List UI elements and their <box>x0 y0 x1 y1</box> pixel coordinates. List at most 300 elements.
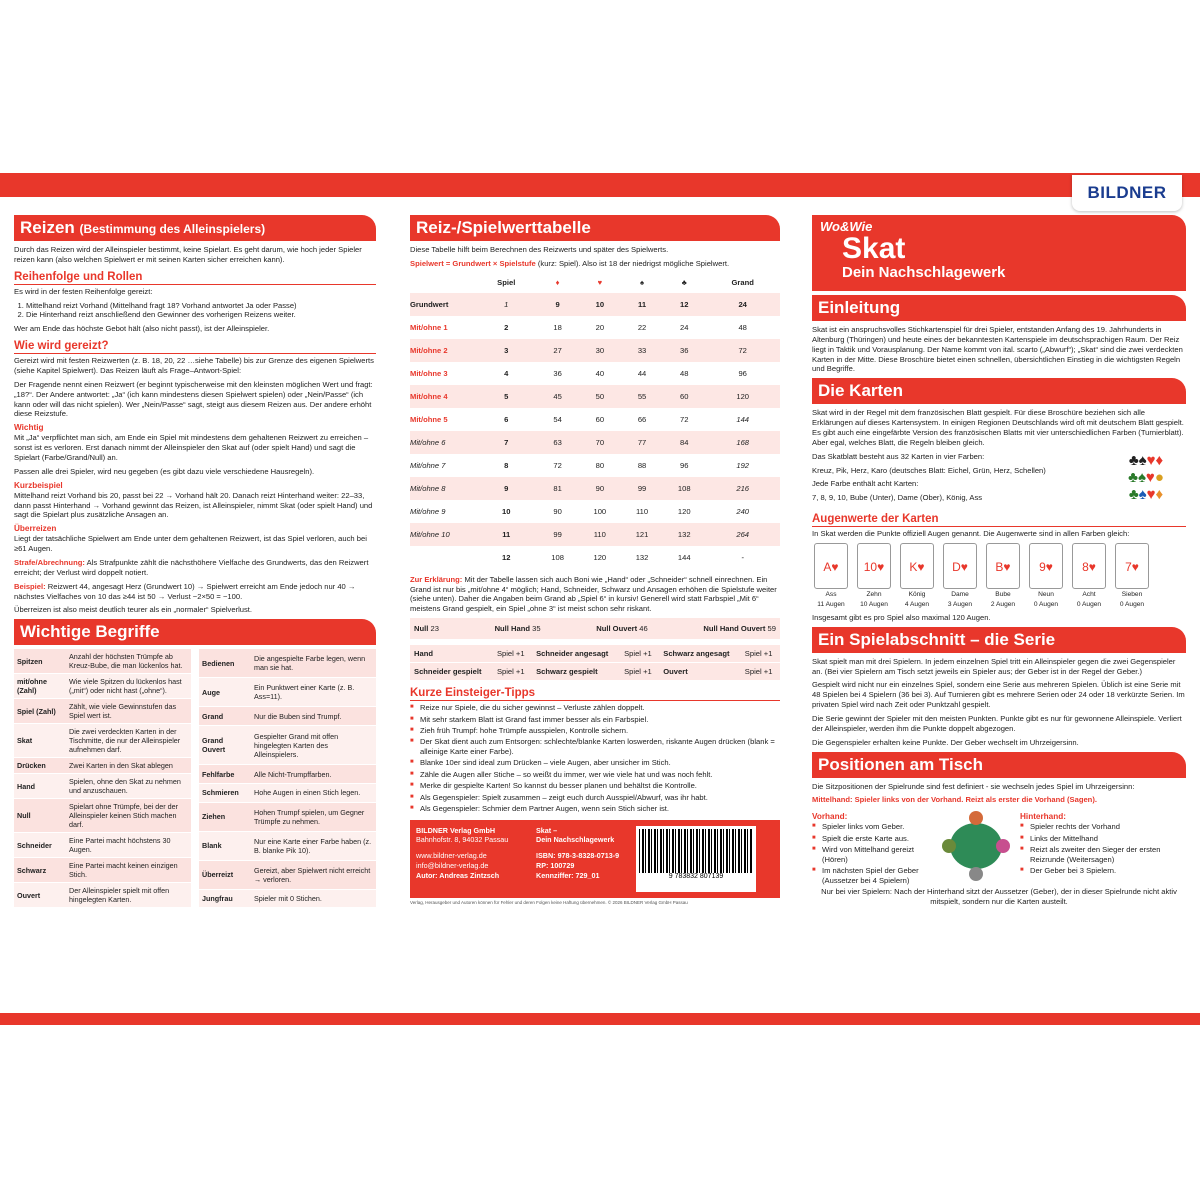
section-title-serie: Ein Spielabschnitt – die Serie <box>812 627 1186 653</box>
ueber-text: Liegt der tatsächliche Spielwert am Ende unter dem gehaltenen Reizwert, ist das Spiel verloren, auch bei ≥61 Augen. <box>14 534 367 554</box>
definition-cell: Gereizt, aber Spielwert nicht erreicht → verloren. <box>251 860 376 889</box>
table-cell: 90 <box>579 477 621 500</box>
pos-mittel: Mittelhand: Spieler links von der Vorhand. Reizt als erster die Vorhand (Sagen). <box>812 795 1097 805</box>
card-face: A♥ <box>814 543 848 589</box>
wichtig-end: Passen alle drei Spieler, wird neu gegeben (es gibt dazu viele verschiedene Hausregeln). <box>14 466 315 476</box>
bonus-label: Hand <box>410 645 493 663</box>
card-points: 0 Augen <box>1033 600 1059 608</box>
serie-p2: Gespielt wird nicht nur ein einzelnes Spiel, sondern eine Serie aus mehreren Spielen. Üblich ist eine Serie mit 48 Spielen bei 4 Spielern (36 bei 3). Auf Turnieren gibt es mehrere Serien oder 24 oder 18 verkürzte Serien. Im privaten Spiel wird nach Zeit oder Punktzahl gespielt. <box>812 680 1185 710</box>
imprint-line: Dein Nachschlagewerk <box>536 835 615 845</box>
null-value: 59 <box>767 624 776 634</box>
beispiel-text: Reizwert 44, angesagt Herz (Grundwert 10) → Spielwert erreicht am Ende jedoch nur 40 → nächstes Vielfaches von 10 das ≥44 ist 50 → Verlust −2×50 = −100. <box>14 581 356 601</box>
playing-card <box>812 543 850 609</box>
table-cell: Mit/ohne 2 <box>410 339 476 362</box>
wichtig-heading: Wichtig <box>14 423 44 433</box>
table-cell: 120 <box>677 506 691 516</box>
card-points: 3 Augen <box>947 600 973 608</box>
table-cell: 10 <box>502 506 511 516</box>
table-cell: 33 <box>621 339 663 362</box>
begriffe-table-left <box>14 649 191 908</box>
table-row <box>14 724 191 758</box>
null-value: 23 <box>430 624 439 634</box>
definition-cell: Hohen Trumpf spielen, um Gegner Trümpfe zu nehmen. <box>251 802 376 831</box>
bonus-value: Spiel +1 <box>493 645 532 663</box>
column-reizen <box>14 215 376 1011</box>
definition-cell: Nur die Buben sind Trumpf. <box>251 707 376 726</box>
definition-cell: Ein Punktwert einer Karte (z. B. Ass=11). <box>251 678 376 707</box>
list-item: ■ Im nächsten Spiel der Geber (Aussetzer bei 4 Spielern) <box>812 866 932 886</box>
imprint-box <box>410 820 780 898</box>
term-cell: Grand Ouvert <box>199 725 251 765</box>
bonus-value: Spiel +1 <box>493 663 532 681</box>
card-face: K♥ <box>900 543 934 589</box>
table-cell: - <box>741 552 744 562</box>
table-cell: 72 <box>553 460 562 470</box>
heart-icon: ♥ <box>1146 451 1156 469</box>
erkl-label: Zur Erklärung: <box>410 574 463 584</box>
table-cell: 12 <box>663 293 705 316</box>
table-cell: 216 <box>705 477 780 500</box>
table-row <box>410 477 780 500</box>
card-face: 9♥ <box>1029 543 1063 589</box>
table-row <box>410 316 780 339</box>
header-row <box>410 273 780 293</box>
table-cell: 90 <box>553 506 562 516</box>
table-row <box>410 385 780 408</box>
heart-icon: ♥ <box>1145 468 1155 486</box>
table-cell: 120 <box>705 385 780 408</box>
table-row <box>199 783 376 802</box>
definition-cell: Zwei Karten in den Skat ablegen <box>66 758 191 774</box>
table-row <box>14 699 191 724</box>
barcode <box>636 826 756 892</box>
table-cell: 264 <box>705 523 780 546</box>
heart-icon: ♥ <box>1146 486 1156 504</box>
vorhand-list <box>812 822 932 886</box>
title-sub: (Bestimmung des Alleinspielers) <box>79 222 266 236</box>
header-cell: ♥ <box>597 278 603 288</box>
header-cell: Spiel <box>497 278 516 288</box>
list-item: ■ Zähle die Augen aller Stiche – so weißt du immer, wer wie viele hat und was noch fehlt. <box>410 770 780 780</box>
ueber-heading: Überreizen <box>14 524 57 534</box>
table-cell: 45 <box>537 385 579 408</box>
null-label: Null Hand Ouvert <box>703 624 766 634</box>
null-label: Null <box>414 624 429 634</box>
strafe-para <box>14 558 376 578</box>
bottom-red-band <box>0 1013 1200 1025</box>
card-name: Ass <box>825 591 837 599</box>
table-cell: 121 <box>621 523 663 546</box>
null-label: Null Ouvert <box>596 624 638 634</box>
table-cell: Mit/ohne 8 <box>410 477 476 500</box>
table-cell: 9 <box>537 293 579 316</box>
hinterhand-list <box>1020 822 1186 876</box>
term-cell: Blank <box>199 831 251 860</box>
reihenfolge-end: Wer am Ende das höchste Gebot hält (also nicht passt), ist der Alleinspieler. <box>14 324 270 334</box>
bonus-value: Spiel +1 <box>741 645 780 663</box>
table-row <box>199 678 376 707</box>
definition-cell: Eine Partei macht keinen einzigen Stich. <box>66 858 191 883</box>
card-points: 10 Augen <box>860 600 888 608</box>
card-points: 11 Augen <box>817 600 845 608</box>
table-cell: 110 <box>579 523 621 546</box>
list-item: ■ Reize nur Spiele, die du sicher gewinnst – Verluste zählen doppelt. <box>410 703 780 713</box>
vorhand-heading: Vorhand: <box>812 812 848 822</box>
card-points: 0 Augen <box>1119 600 1145 608</box>
section-title-positionen: Positionen am Tisch <box>812 752 1186 778</box>
tipps-heading: Kurze Einsteiger-Tipps <box>410 687 780 701</box>
table-icon <box>950 823 1002 869</box>
spade-blue-icon: ♠ <box>1138 486 1147 504</box>
table-cell: 110 <box>635 506 649 516</box>
karten-p2: Das Skatblatt besteht aus 32 Karten in vier Farben: <box>812 451 985 461</box>
list-item: ■ Als Gegenspieler: Schmier dem Partner Augen, wenn sein Stich sicher ist. <box>410 804 780 814</box>
table-cell: 88 <box>637 460 647 470</box>
table-row <box>199 802 376 831</box>
table-cell: 60 <box>595 414 605 424</box>
formula-rest: (kurz: Spiel). Also ist 18 der niedrigst mögliche Spielwert. <box>537 258 730 268</box>
tipps-list <box>410 703 780 814</box>
header-cell: Grand <box>731 278 754 288</box>
augen-end: Insgesamt gibt es pro Spiel also maximal 120 Augen. <box>812 612 991 622</box>
bonus-label: Schneider gespielt <box>410 663 493 681</box>
serie-p3: Die Serie gewinnt der Spieler mit den meisten Punkten. Punkte gibt es nur für gewonnene Alleinspiele. Verliert der Alleinspieler, werden ihm die Punkte doppelt abgezogen. <box>812 714 1182 733</box>
table-cell: 22 <box>637 322 647 332</box>
term-cell: Schneider <box>14 833 66 858</box>
table-cell: 2 <box>504 322 509 332</box>
augen-heading: Augenwerte der Karten <box>812 513 1186 527</box>
bonus-label: Ouvert <box>659 663 741 681</box>
card-name: Zehn <box>866 591 882 599</box>
list-item: ■ Spieler rechts der Vorhand <box>1020 822 1186 832</box>
term-cell: Ouvert <box>14 883 66 908</box>
term-cell: Ziehen <box>199 802 251 831</box>
table-cell: 6 <box>504 414 509 424</box>
table-cell: 3 <box>476 339 537 362</box>
section-title-karten: Die Karten <box>812 378 1186 404</box>
definition-cell: Die zwei verdeckten Karten in der Tischmitte, die nur der Alleinspieler aufnehmen darf. <box>66 724 191 758</box>
table-cell: 77 <box>621 431 663 454</box>
table-cell: 18 <box>553 322 562 332</box>
definition-cell: Spieler mit 0 Stichen. <box>251 889 376 908</box>
definition-cell: Die angespielte Farbe legen, wenn man sie hat. <box>251 649 376 677</box>
imprint-line: Skat – <box>536 825 558 835</box>
term-cell: Null <box>14 799 66 833</box>
table-cell: 9 <box>476 477 537 500</box>
table-cell: 81 <box>537 477 579 500</box>
table-cell: Mit/ohne 1 <box>410 322 448 332</box>
table-row <box>199 831 376 860</box>
hinterhand-heading: Hinterhand: <box>1020 812 1066 822</box>
table-cell: 10 <box>579 293 621 316</box>
table-row <box>410 293 780 316</box>
imprint-line: www.bildner-verlag.de <box>416 851 487 861</box>
table-row <box>199 860 376 889</box>
table-cell: 4 <box>504 368 509 378</box>
card-name: Acht <box>1082 591 1096 599</box>
table-cell: 99 <box>537 523 579 546</box>
table-cell: 44 <box>637 368 647 378</box>
top-red-band <box>0 173 1200 197</box>
list-item: ■ Links der Mittelhand <box>1020 834 1186 844</box>
card-face: B♥ <box>986 543 1020 589</box>
table-cell: 96 <box>738 368 747 378</box>
table-cell: 84 <box>663 431 705 454</box>
kurz-text: Mittelhand reizt Vorhand bis 20, passt bei 22 → Vorhand hält 20. Danach reizt Hinterhand weiter: 22–33, dann passt Hinterhand → Vorhand gewinnt das Reizen, ist Alleinspieler, nimmt Skat (oder spielt Hand) und sagt die Spielart plus zusätzliche Ansagen an. <box>14 490 373 520</box>
definition-cell: Spielen, ohne den Skat zu nehmen und anzuschauen. <box>66 774 191 799</box>
wie-text-2: Der Fragende nennt einen Reizwert (er beginnt typischerweise mit den kleinsten möglichen Wert und fragt: „18?“. Der Andere antwortet: „Ja“ (ich kann mindestens diesen Spielwert spielen) oder „Nein/Passe“ (ich kann oder will das nicht spielen). Wer „Nein/Passe“ sagt, steigt aus diesem Reizen aus. Der andere erhöht diese Reizstufe. <box>14 379 373 419</box>
spade-icon: ♠ <box>1138 451 1147 469</box>
table-cell: 27 <box>537 339 579 362</box>
table-cell: Mit/ohne 6 <box>410 431 476 454</box>
table-cell: 5 <box>476 385 537 408</box>
list-item: ■ Wird von Mittelhand gereizt (Hören) <box>812 845 932 865</box>
null-value: 46 <box>639 624 648 634</box>
section-title-einleitung: Einleitung <box>812 295 1186 321</box>
table-cell: 96 <box>680 460 689 470</box>
karten-list <box>812 452 1106 507</box>
header-cell <box>410 273 476 293</box>
wie-heading: Wie wird gereizt? <box>14 340 376 354</box>
table-cell: Mit/ohne 4 <box>410 385 476 408</box>
definition-cell: Der Alleinspieler spielt mit offen hingelegten Karten. <box>66 883 191 908</box>
bonus-label: Schwarz gespielt <box>532 663 620 681</box>
table-row <box>410 454 780 477</box>
table-cell: 66 <box>637 414 647 424</box>
reihenfolge-list <box>26 301 376 321</box>
reiz-table <box>410 273 780 569</box>
playing-card <box>855 543 893 609</box>
card-points: 2 Augen <box>990 600 1016 608</box>
table-cell: 40 <box>595 368 605 378</box>
serie-p4: Die Gegenspieler erhalten keine Punkte. Der Geber wechselt im Uhrzeigersinn. <box>812 737 1079 747</box>
formula-para <box>410 259 780 269</box>
table-row <box>14 858 191 883</box>
list-item: 2. Die Hinterhand reizt anschließend den Gewinner des vorherigen Reizens weiter. <box>26 310 376 320</box>
imprint-line: ISBN: 978-3-8328-0713-9 <box>536 851 620 861</box>
table-row <box>410 523 780 546</box>
list-item: ■ Reizt als zweiter den Sieger der ersten Reizrunde (Weitersagen) <box>1020 845 1186 865</box>
table-row <box>14 649 191 674</box>
definition-cell: Hohe Augen in einen Stich legen. <box>251 783 376 802</box>
table-cell: Mit/ohne 3 <box>410 368 448 378</box>
table-cell: 100 <box>593 506 607 516</box>
table-cell: 55 <box>621 385 663 408</box>
einl-text: Skat ist ein anspruchsvolles Stichkartenspiel für drei Spieler, entstanden Anfang des 19. Jahrhunderts in Altenburg (Thüringen) und heute eines der bekanntesten Kartenspiele im deutschsprachigen Raum. Der Reiz liegt in Taktik und Vorausplanung. Der Name kommt von ital. scarto („Abwurf“); „Skat“ sind die zwei verdeckten Karten in der Mitte. Diese Broschüre bietet einen schnellen, übersichtlichen Einstieg in die wichtigsten Regeln und Begriffe. <box>812 325 1183 374</box>
fine-print: Verlag, Herausgeber und Autoren können für Fehler und deren Folgen keine Haftung übernehmen. © 2026 BILDNER Verlag GmbH Passau <box>410 899 688 905</box>
definition-cell: Wie viele Spitzen du lückenlos hast („mit“) oder nicht hast („ohne“). <box>66 674 191 699</box>
definition-cell: Spielart ohne Trümpfe, bei der der Alleinspieler keinen Stich machen darf. <box>66 799 191 833</box>
table-row <box>14 758 191 774</box>
card-face: D♥ <box>943 543 977 589</box>
pos-end: Nur bei vier Spielern: Nach der Hinterhand sitzt der Aussetzer (Geber), der in dieser Spielrunde nicht aktiv mitspielt, sondern nur die Karten austeilt. <box>821 887 1177 907</box>
term-cell: Drücken <box>14 758 66 774</box>
list-item: ■ Zieh früh Trumpf: hohe Trümpfe ausspielen, Kontrolle sichern. <box>410 726 780 736</box>
imprint-line: RP: 100729 <box>536 860 575 870</box>
bildner-logo: BILDNER <box>1072 175 1182 211</box>
imprint-book <box>536 826 626 892</box>
list-item: ■ Blanke 10er sind ideal zum Drücken – viele Augen, aber unsicher im Stich. <box>410 758 780 768</box>
table-cell: 80 <box>595 460 605 470</box>
boni-table <box>410 645 780 681</box>
begriffe-table-right <box>199 649 376 908</box>
term-cell: Grand <box>199 707 251 726</box>
table-row <box>14 883 191 908</box>
reihenfolge-text: Es wird in der festen Reihenfolge gereizt: <box>14 286 153 296</box>
imprint-line: Autor: Andreas Zintzsch <box>416 870 500 880</box>
null-value: 35 <box>532 624 541 634</box>
table-cell: 132 <box>663 523 705 546</box>
table-cell: 36 <box>553 368 562 378</box>
table-row <box>199 725 376 765</box>
term-cell: mit/ohne (Zahl) <box>14 674 66 699</box>
null-label: Null Hand <box>494 624 530 634</box>
card-points: 4 Augen <box>904 600 930 608</box>
table-cell: 36 <box>663 339 705 362</box>
table-cell <box>410 546 476 569</box>
table-cell: 48 <box>680 368 689 378</box>
erkl-text: Mit der Tabelle lassen sich auch Boni wie „Hand“ oder „Schneider“ schnell einrechnen. Ein Grand ist nur bis „mit/ohne 4“ möglich; Hand, Schneider, Schwarz und Ansagen erhöhen die Spielstufe weiter (siehe unten). Daher die Angaben beim Grand ab „Spiel 6“ in kursiv! Generell wird statt Farbspiel „Mit 6“ meistens Grand gespielt, ein Spiel „ohne 3“ ist meist schon sehr riskant. <box>410 574 777 614</box>
playing-card <box>941 543 979 609</box>
definition-cell: Nur eine Karte einer Farbe haben (z. B. blanke Pik 10). <box>251 831 376 860</box>
diamond-icon: ♦ <box>1155 451 1164 469</box>
table-cell: 144 <box>677 552 691 562</box>
karten-details <box>812 452 1186 507</box>
definition-cell: Alle Nicht-Trumpffarben. <box>251 765 376 784</box>
table-row <box>410 663 780 681</box>
wowie-logo: Wo&Wie <box>820 219 873 234</box>
card-face: 8♥ <box>1072 543 1106 589</box>
definition-cell: Eine Partei macht höchstens 30 Augen. <box>66 833 191 858</box>
card-row <box>812 543 1186 609</box>
term-cell: Überreizt <box>199 860 251 889</box>
table-row <box>410 645 780 663</box>
playing-card <box>1027 543 1065 609</box>
wichtig-text: Mit „Ja“ verpflichtet man sich, am Ende ein Spiel mit mindestens dem gehaltenen Reizwert zu erreichen – sonst ist es verloren. Erst danach nimmt der Alleinspieler den Skat auf (oder spielt Hand) und sagt die Spielart (Farbe/Grand/Null) an. <box>14 433 369 463</box>
augen-text: In Skat werden die Punkte offiziell Augen genannt. Die Augenwerte sind in allen Farben gleich: <box>812 529 1130 539</box>
wie-text-1: Gereizt wird mit festen Reizwerten (z. B. 18, 20, 22 …siehe Tabelle) bis zur Grenze des eigenen Spielwerts (siehe Kapitel Spielwert). Das Reizen läuft als Frage–Antwort-Spiel: <box>14 356 374 376</box>
card-face: 7♥ <box>1115 543 1149 589</box>
table-cell: 8 <box>504 460 509 470</box>
header-cell: ♣ <box>681 278 687 288</box>
card-name: Bube <box>995 591 1011 599</box>
list-item: ■ Spielt die erste Karte aus. <box>812 834 932 844</box>
barcode-bars <box>639 829 753 873</box>
card-face: 10♥ <box>857 543 891 589</box>
table-cell: Mit/ohne 5 <box>410 414 448 424</box>
karten-p5: 7, 8, 9, 10, Bube (Unter), Dame (Ober), König, Ass <box>812 493 983 503</box>
table-row <box>14 833 191 858</box>
title-text: Reizen <box>20 218 75 237</box>
table-row <box>14 674 191 699</box>
page-subtitle: Dein Nachschlagewerk <box>842 264 1006 281</box>
club-green-icon: ♣ <box>1128 486 1139 504</box>
card-points: 0 Augen <box>1076 600 1102 608</box>
bonus-value: Spiel +1 <box>620 645 659 663</box>
definition-cell: Zählt, wie viele Gewinnstufen das Spiel wert ist. <box>66 699 191 724</box>
bell-icon: ● <box>1154 468 1164 486</box>
column-tabelle <box>410 215 780 1011</box>
imprint-line: info@bildner-verlag.de <box>416 860 489 870</box>
table-row <box>14 799 191 833</box>
null-item <box>414 624 439 633</box>
diamond-orange-icon: ♦ <box>1155 486 1164 504</box>
beispiel-para <box>14 582 376 602</box>
erkl-para <box>410 575 780 614</box>
term-cell: Jungfrau <box>199 889 251 908</box>
bonus-value: Spiel +1 <box>620 663 659 681</box>
table-cell: 132 <box>635 552 649 562</box>
table-row <box>410 431 780 454</box>
null-item <box>596 624 648 633</box>
table-cell: 7 <box>476 431 537 454</box>
section-title-begriffe: Wichtige Begriffe <box>14 619 376 645</box>
list-item: ■ Der Geber bei 3 Spielern. <box>1020 866 1186 876</box>
fazit: Überreizen ist also meist deutlich teurer als ein „normaler“ Spielverlust. <box>14 605 253 615</box>
table-cell: 48 <box>738 322 747 332</box>
reizen-intro: Durch das Reizen wird der Alleinspieler bestimmt, keine Spielart. Es geht darum, wie hoch jeder Spieler reizen kann (also welchen Spielwert er mit seinen Karten sicher erreichen kann). <box>14 245 362 264</box>
null-item <box>495 624 541 633</box>
table-cell: 20 <box>595 322 605 332</box>
table-cell: 24 <box>705 293 780 316</box>
table-cell: Mit/ohne 9 <box>410 506 446 516</box>
card-name: Sieben <box>1121 591 1143 599</box>
card-name: König <box>908 591 926 599</box>
header-cell: ♦ <box>555 278 560 288</box>
table-cell: 168 <box>705 431 780 454</box>
section-title-tabelle: Reiz-/Spielwerttabelle <box>410 215 780 241</box>
imprint-publisher <box>416 826 526 892</box>
list-item: ■ Spieler links vom Geber. <box>812 822 932 832</box>
term-cell: Spitzen <box>14 649 66 674</box>
beispiel-label: Beispiel: <box>14 581 46 591</box>
pos-p1: Die Sitzpositionen der Spielrunde sind fest definiert - sie wechseln jedes Spiel im Uhrzeigersinn: <box>812 781 1135 791</box>
table-cell: 24 <box>680 322 689 332</box>
term-cell: Fehlfarbe <box>199 765 251 784</box>
kurz-heading: Kurzbeispiel <box>14 480 63 490</box>
hinterhand-box <box>1020 809 1186 887</box>
vorhand-box <box>812 809 932 887</box>
cheat-sheet <box>0 173 1200 1025</box>
table-cell: 70 <box>579 431 621 454</box>
imprint-line: BILDNER Verlag GmbH <box>416 825 496 835</box>
table-cell: 72 <box>705 339 780 362</box>
list-item: 1. Mittelhand reizt Vorhand (Mittelhand fragt 18? Vorhand antwortet Ja oder Passe) <box>26 301 376 311</box>
bonus-value: Spiel +1 <box>741 663 780 681</box>
definition-cell: Gespielter Grand mit offen hingelegten Karten des Alleinspielers. <box>251 725 376 765</box>
table-cell: 108 <box>663 477 705 500</box>
leaf-icon: ♠ <box>1137 468 1146 486</box>
table-cell: 50 <box>579 385 621 408</box>
table-row <box>410 339 780 362</box>
playing-card <box>1113 543 1151 609</box>
strafe-text: Als Strafpunkte zählt die nächsthöhere Vielfache des Grundwerts, das den Reizwert erreicht; der Verlust wird doppelt notiert. <box>14 558 369 577</box>
table-cell: Mit/ohne 7 <box>410 460 446 470</box>
club-icon: ♣ <box>1128 451 1139 469</box>
karten-p4: Jede Farbe enthält acht Karten: <box>812 479 919 489</box>
table-cell: 240 <box>736 506 750 516</box>
list-item: ■ Der Skat dient auch zum Entsorgen: schlechte/blanke Karten loswerden, riskante Augen drücken (blank = alleinige Karte einer Farbe). <box>410 737 780 757</box>
header-cell: ♠ <box>640 278 645 288</box>
section-title-reizen <box>14 215 376 241</box>
barcode-number: 9 783832 807139 <box>668 872 724 880</box>
table-cell: 108 <box>551 552 564 562</box>
table-cell: 120 <box>593 552 607 562</box>
list-item: ■ Als Gegenspieler: Spielt zusammen – zeigt euch durch Ausspiel/Abwurf, was ihr habt. <box>410 793 780 803</box>
player-icon <box>969 867 983 881</box>
title-banner <box>812 215 1186 291</box>
table-row <box>410 500 780 523</box>
